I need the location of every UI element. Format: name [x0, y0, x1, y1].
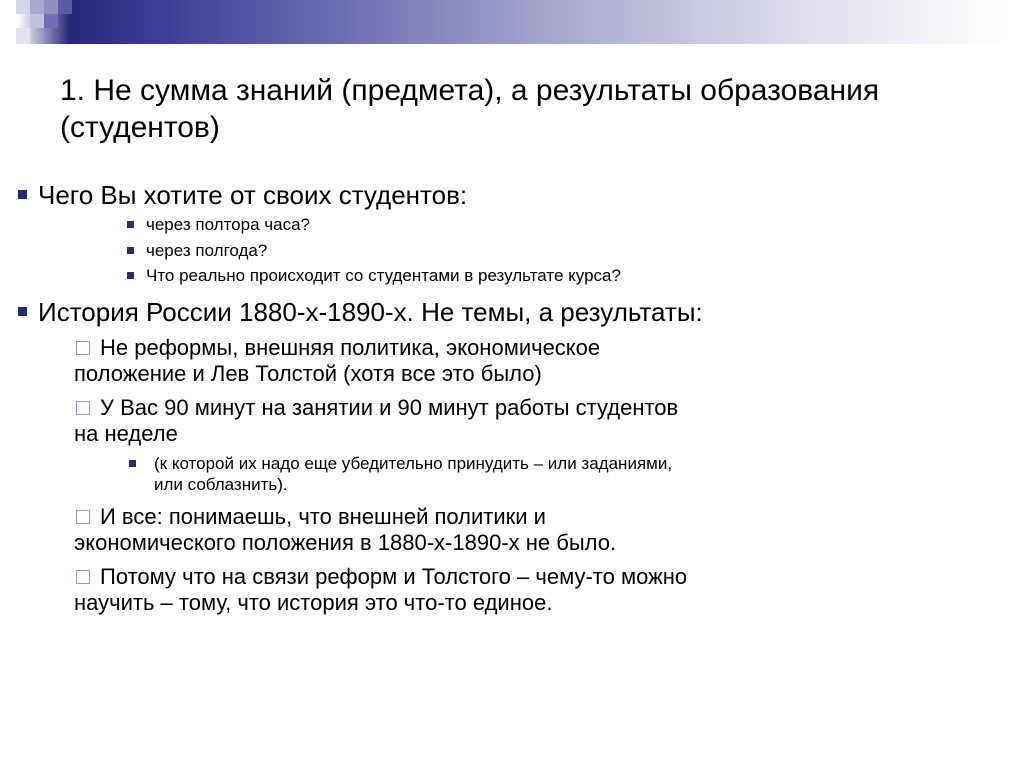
square-bullet-icon — [18, 190, 27, 199]
header-square-3 — [44, 0, 58, 14]
header-square-7 — [58, 0, 72, 14]
bullet-level1-history-russia — [14, 297, 1014, 327]
header-gradient — [0, 0, 1024, 44]
small-square-bullet-icon — [127, 221, 134, 228]
header-square-6 — [44, 14, 58, 28]
bullet-text-line2: или соблазнить). — [154, 475, 288, 495]
slide-body — [14, 180, 1014, 616]
bullet-level3-persuade — [14, 453, 1014, 497]
bullet-box-not-reforms — [14, 335, 1014, 387]
bullet-text: через полтора часа? — [146, 215, 310, 235]
bullet-text: История России 1880-х-1890-х. Не темы, а результаты: — [38, 296, 703, 327]
bullet-text: через полгода? — [146, 240, 268, 260]
slide-title: 1. Не сумма знаний (предмета), а результаты образования (студентов) — [60, 74, 880, 145]
bullet-box-and-thats-all — [14, 504, 1014, 556]
bullet-text-line1: У Вас 90 минут на занятии и 90 минут работы студентов — [100, 394, 679, 420]
square-bullet-icon — [18, 307, 27, 316]
bullet-level2-after-90min — [14, 212, 1014, 238]
header-square-4 — [30, 14, 44, 28]
bullet-text-line1: И все: понимаешь, что внешней политики и — [100, 504, 546, 530]
bullet-text-line2: положение и Лев Толстой (хотя все это было) — [74, 360, 542, 386]
bullet-level1-students-goal — [14, 180, 1014, 210]
decorative-header-band — [0, 0, 1024, 44]
slide-content — [0, 44, 1024, 768]
hollow-square-bullet-icon — [76, 401, 90, 415]
bullet-text: Что реально происходит со студентами в результате курса? — [146, 266, 621, 286]
bullet-text-line1: (к которой их надо еще убедительно принудить – или заданиями, — [154, 453, 673, 473]
small-square-bullet-icon — [127, 247, 134, 254]
spacer — [14, 289, 1014, 297]
bullet-text-line2: экономического положения в 1880-х-1890-х не было. — [74, 530, 617, 556]
bullet-level2-what-happens — [14, 263, 1014, 289]
bullet-text-line1: Потому что на связи реформ и Толстого – чему-то можно — [100, 564, 688, 590]
small-square-bullet-icon — [129, 460, 136, 467]
bullet-box-because-connection — [14, 564, 1014, 616]
header-square-1 — [16, 0, 30, 14]
bullet-text: Чего Вы хотите от своих студентов: — [38, 180, 468, 210]
header-square-2 — [30, 0, 44, 14]
bullet-text-line2: научить – тому, что история это что-то единое. — [74, 589, 553, 615]
bullet-text-line1: Не реформы, внешняя политика, экономическое — [100, 334, 601, 360]
small-square-bullet-icon — [127, 272, 134, 279]
hollow-square-bullet-icon — [76, 341, 90, 355]
hollow-square-bullet-icon — [76, 510, 90, 524]
hollow-square-bullet-icon — [76, 570, 90, 584]
bullet-level2-after-half-year — [14, 238, 1014, 264]
header-square-5 — [16, 28, 30, 44]
bullet-box-90-minutes — [14, 395, 1014, 447]
bullet-text-line2: на неделе — [74, 420, 178, 446]
